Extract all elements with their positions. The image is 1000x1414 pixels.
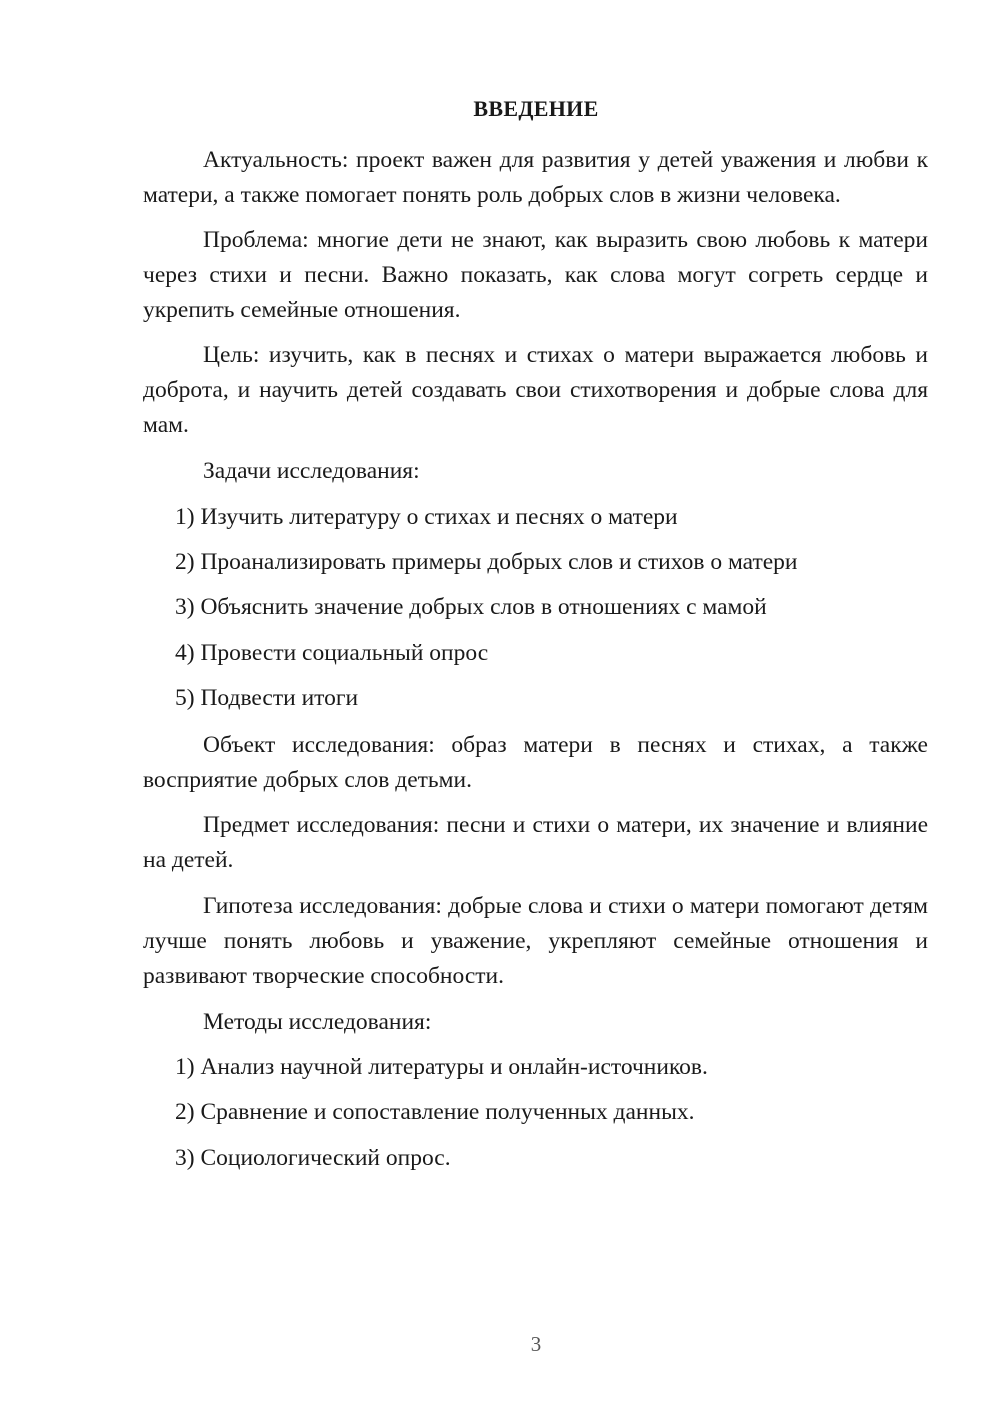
method-item: 3) Социологический опрос. (175, 1145, 451, 1171)
hypothesis-paragraph: Гипотеза исследования: добрые слова и стихи о матери помогают детям лучше понять любовь и уважение, укрепляют семейные отношения и развивают творческие способности. (143, 893, 928, 989)
task-item: 3) Объяснить значение добрых слов в отношениях с мамой (175, 594, 767, 620)
goal-paragraph: Цель: изучить, как в песнях и стихах о матери выражается любовь и доброта, и научить детей создавать свои стихотворения и добрые слова для мам. (143, 342, 928, 438)
method-item: 1) Анализ научной литературы и онлайн-источников. (175, 1054, 708, 1080)
page-title: ВВЕДЕНИЕ (473, 96, 599, 121)
task-item: 1) Изучить литературу о стихах и песнях о матери (175, 504, 678, 530)
methods-heading: Методы исследования: (203, 1009, 432, 1035)
relevance-paragraph: Актуальность: проект важен для развития у детей уважения и любви к матери, а также помогает понять роль добрых слов в жизни человека. (143, 147, 928, 208)
problem-paragraph: Проблема: многие дети не знают, как выразить свою любовь к матери через стихи и песни. Важно показать, как слова могут согреть сердце и укрепить семейные отношения. (143, 227, 928, 323)
method-item: 2) Сравнение и сопоставление полученных данных. (175, 1099, 695, 1125)
task-item: 5) Подвести итоги (175, 685, 359, 711)
page-number: 3 (530, 1332, 542, 1356)
subject-paragraph: Предмет исследования: песни и стихи о матери, их значение и влияние на детей. (143, 812, 928, 873)
object-paragraph: Объект исследования: образ матери в песнях и стихах, а также восприятие добрых слов детьми. (143, 732, 928, 793)
task-item: 2) Проанализировать примеры добрых слов и стихов о матери (175, 549, 798, 575)
task-item: 4) Провести социальный опрос (175, 640, 489, 666)
tasks-heading: Задачи исследования: (203, 458, 420, 484)
